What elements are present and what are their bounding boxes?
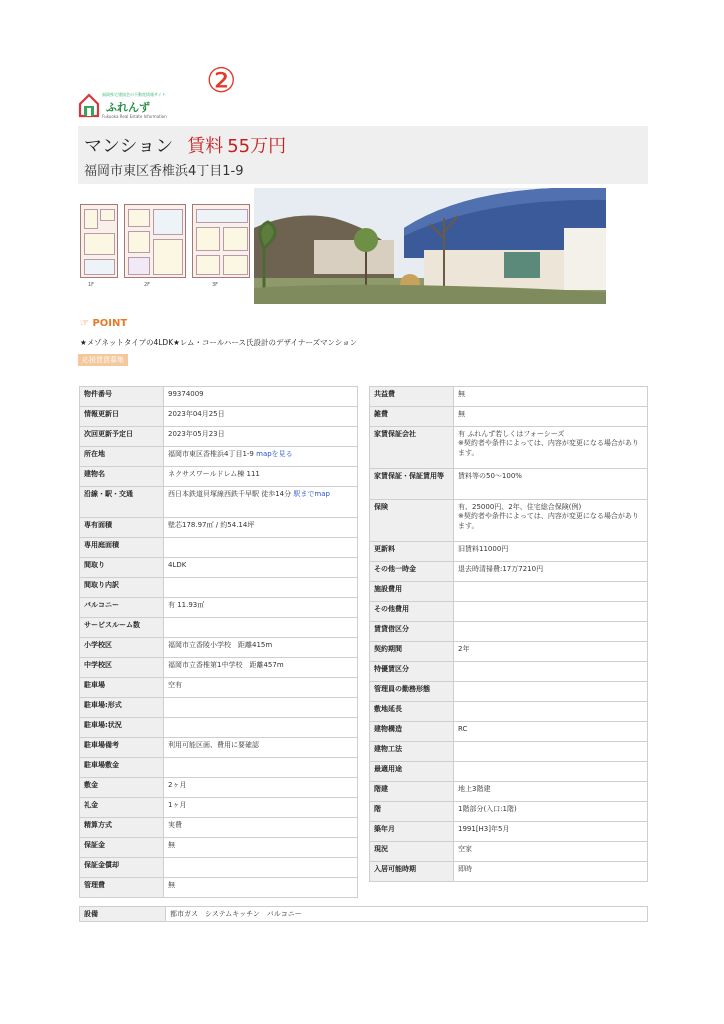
point-heading-text: POINT: [92, 318, 128, 329]
row-label: 駐車場:形式: [80, 698, 164, 718]
row-value: [454, 622, 648, 642]
row-label: 管理員の勤務形態: [370, 682, 454, 702]
row-value-text: 福岡市東区香椎浜4丁目1-9: [168, 450, 254, 458]
listing-header: [78, 126, 648, 184]
row-value-text: 2023年05月23日: [168, 430, 225, 438]
row-value: [164, 718, 358, 738]
row-value-text: 2ヶ月: [168, 781, 187, 789]
row-note: ※契約者や条件によっては、内容が変更になる場合があります。: [458, 512, 639, 530]
row-value: [164, 678, 358, 698]
row-value-text: 有 11.93㎡: [168, 601, 205, 609]
rent-label: 賃料: [187, 136, 224, 157]
table-row: [370, 427, 648, 469]
logo-tagline: Fukuoka Real Estate Information: [102, 114, 167, 119]
row-label: 建物構造: [370, 722, 454, 742]
row-label: 家賃保証・保証賃用等: [370, 469, 454, 500]
row-value: [454, 762, 648, 782]
row-value-text: 空有: [168, 681, 182, 689]
row-value: [164, 578, 358, 598]
table-row: [370, 542, 648, 562]
rent-value: 55万円: [227, 136, 287, 157]
table-row: [80, 598, 358, 618]
table-row: [80, 718, 358, 738]
listing-title: [84, 132, 286, 158]
row-value: [164, 518, 358, 538]
row-label: 中学校区: [80, 658, 164, 678]
table-row: [370, 500, 648, 542]
pointing-hand-icon: ☞: [80, 318, 89, 329]
table-row: [370, 469, 648, 500]
row-value: [454, 682, 648, 702]
row-value: [454, 802, 648, 822]
equipment-label: 設備: [80, 907, 166, 922]
row-value: [164, 467, 358, 487]
row-value-text: 99374009: [168, 390, 204, 398]
table-row: [80, 878, 358, 898]
row-value: [164, 798, 358, 818]
row-value: [454, 642, 648, 662]
house-icon: [78, 92, 100, 118]
listing-address: 福岡市東区香椎浜4丁目1-9: [84, 164, 244, 179]
row-label: 管理費: [80, 878, 164, 898]
row-label: 共益費: [370, 387, 454, 407]
building-photo-drawing: [254, 188, 606, 304]
table-row: [80, 698, 358, 718]
table-row: [80, 558, 358, 578]
row-value: [164, 558, 358, 578]
row-value-text: 1991[H3]年5月: [458, 825, 510, 833]
row-label: 契約期間: [370, 642, 454, 662]
row-value: [454, 742, 648, 762]
map-link[interactable]: 駅までmap: [293, 490, 330, 498]
row-label: 小学校区: [80, 638, 164, 658]
row-label: 専有面積: [80, 518, 164, 538]
row-label: 階建: [370, 782, 454, 802]
row-value: [454, 782, 648, 802]
table-row: [370, 387, 648, 407]
table-row: [80, 538, 358, 558]
floor-plan-1f: [80, 204, 118, 278]
row-value: [454, 582, 648, 602]
table-row: [80, 658, 358, 678]
row-label: 敷地延長: [370, 702, 454, 722]
row-value-text: 壁芯178.97㎡ / 約54.14坪: [168, 521, 255, 529]
row-label: 現況: [370, 842, 454, 862]
property-type: マンション: [84, 136, 174, 157]
floor-label-3f: 3F: [212, 282, 219, 288]
number-marker: ②: [206, 61, 237, 101]
row-label: 敷金: [80, 778, 164, 798]
row-label: 駐車場敷金: [80, 758, 164, 778]
floor-label-2f: 2F: [144, 282, 151, 288]
table-row: [80, 427, 358, 447]
row-value-text: RC: [458, 725, 468, 733]
row-value-text: 2年: [458, 645, 470, 653]
property-details-table-right: [369, 386, 648, 882]
row-value: [164, 598, 358, 618]
table-row: [80, 778, 358, 798]
row-label: 保証金償却: [80, 858, 164, 878]
row-value: [164, 618, 358, 638]
point-description: ★メゾネットタイプの4LDK★レム・コールハース氏設計のデザイナーズマンション: [80, 338, 358, 347]
row-value: [454, 427, 648, 469]
row-label: 家賃保証会社: [370, 427, 454, 469]
row-label: 賃貸借区分: [370, 622, 454, 642]
row-value: [454, 702, 648, 722]
row-value: [164, 447, 358, 467]
row-label: 精算方式: [80, 818, 164, 838]
row-value: [454, 662, 648, 682]
row-value-text: 有 ふれんず若しくはフォーシーズ: [458, 430, 565, 438]
row-value-text: 4LDK: [168, 561, 187, 569]
table-row: [80, 838, 358, 858]
row-label: 情報更新日: [80, 407, 164, 427]
property-details-table-left: [79, 386, 358, 898]
row-value: [164, 738, 358, 758]
row-label: 雑費: [370, 407, 454, 427]
table-row: [80, 858, 358, 878]
table-row: [370, 662, 648, 682]
row-value: [164, 878, 358, 898]
row-label: 階: [370, 802, 454, 822]
row-value: [454, 842, 648, 862]
row-value: [454, 407, 648, 427]
row-value: [454, 500, 648, 542]
row-label: 物件番号: [80, 387, 164, 407]
row-value: [164, 818, 358, 838]
row-value-text: 西日本鉄道貝塚線西鉄千早駅 徒歩14分: [168, 490, 292, 498]
row-value: [164, 838, 358, 858]
table-row: [80, 407, 358, 427]
floor-plan-image[interactable]: [80, 204, 252, 290]
table-row: [80, 678, 358, 698]
table-row: [370, 742, 648, 762]
floor-plan-3f: [192, 204, 250, 278]
row-value: [454, 822, 648, 842]
row-label: 保険: [370, 500, 454, 542]
table-row: [370, 602, 648, 622]
row-label: 駐車場備考: [80, 738, 164, 758]
row-value-text: 地上3階建: [458, 785, 491, 793]
row-value-text: 福岡市立香椎第1中学校 距離457m: [168, 661, 284, 669]
table-row: [370, 862, 648, 882]
row-label: その他費用: [370, 602, 454, 622]
row-label: 施設費用: [370, 582, 454, 602]
table-row: [370, 782, 648, 802]
point-heading: [80, 318, 127, 329]
row-label: 所在地: [80, 447, 164, 467]
row-value-text: 退去時清掃費:17万7210円: [458, 565, 544, 573]
row-value: [164, 698, 358, 718]
row-label: 更新料: [370, 542, 454, 562]
row-value: [164, 658, 358, 678]
row-label: 最適用途: [370, 762, 454, 782]
row-label: 駐車場:状況: [80, 718, 164, 738]
row-label: 入居可能時期: [370, 862, 454, 882]
row-label: 間取り: [80, 558, 164, 578]
table-row: [370, 407, 648, 427]
row-value: [164, 427, 358, 447]
logo-name: ふれんず: [106, 101, 150, 114]
table-row: [80, 487, 358, 518]
row-value: [454, 722, 648, 742]
table-row: [80, 618, 358, 638]
table-row: [370, 762, 648, 782]
row-label: 専用庭面積: [80, 538, 164, 558]
row-value-text: 空家: [458, 845, 472, 853]
table-row: [370, 822, 648, 842]
table-row: [370, 702, 648, 722]
row-value: [164, 858, 358, 878]
row-value-text: 旧賃料11000円: [458, 545, 509, 553]
table-row: [80, 578, 358, 598]
row-note: ※契約者や条件によっては、内容が変更になる場合があります。: [458, 439, 639, 457]
table-row: [80, 467, 358, 487]
row-label: 特優賃区分: [370, 662, 454, 682]
floor-label-1f: 1F: [88, 282, 95, 288]
table-row: [80, 738, 358, 758]
table-row: [80, 447, 358, 467]
row-value: [454, 387, 648, 407]
row-value-text: 福岡市立香陵小学校 距離415m: [168, 641, 273, 649]
row-value: [454, 862, 648, 882]
row-value-text: ネクサスワールドレム棟 111: [168, 470, 260, 478]
table-row: [80, 758, 358, 778]
equipment-value: 都市ガス システムキッチン バルコニー: [166, 907, 648, 922]
equipment-table: [79, 906, 648, 922]
row-value-text: 有、25000円、2年、住宅総合保険(例): [458, 503, 582, 511]
row-value-text: 無: [458, 390, 465, 398]
table-row: [370, 642, 648, 662]
table-row: [80, 387, 358, 407]
row-value: [164, 387, 358, 407]
table-row: [370, 722, 648, 742]
row-value: [164, 778, 358, 798]
table-row: [80, 638, 358, 658]
row-value-text: 無: [458, 410, 465, 418]
table-row: [80, 798, 358, 818]
row-label: 駐車場: [80, 678, 164, 698]
site-logo[interactable]: [78, 90, 170, 122]
row-label: 建物名: [80, 467, 164, 487]
table-row: [370, 682, 648, 702]
row-value: [164, 758, 358, 778]
row-value: [454, 542, 648, 562]
row-value: [164, 638, 358, 658]
row-label: バルコニー: [80, 598, 164, 618]
floor-plan-2f: [124, 204, 186, 278]
row-label: 築年月: [370, 822, 454, 842]
row-value-text: 実費: [168, 821, 182, 829]
table-row: [80, 818, 358, 838]
row-label: 沿線・駅・交通: [80, 487, 164, 518]
row-label: 間取り内訳: [80, 578, 164, 598]
row-value-text: 利用可能区画、費用に要確認: [168, 741, 259, 749]
table-row: [370, 582, 648, 602]
row-value: [164, 487, 358, 518]
row-value: [164, 538, 358, 558]
row-value: [454, 562, 648, 582]
row-label: サービスルーム数: [80, 618, 164, 638]
row-label: 建物工法: [370, 742, 454, 762]
support-badge: 応援賃貸募集: [78, 354, 128, 366]
table-row: [80, 518, 358, 538]
row-value-text: 無: [168, 881, 175, 889]
building-photo[interactable]: [254, 188, 606, 304]
row-label: その他一時金: [370, 562, 454, 582]
row-value-text: 2023年04月25日: [168, 410, 225, 418]
row-value-text: 1ヶ月: [168, 801, 187, 809]
table-row: [370, 562, 648, 582]
table-row: [370, 802, 648, 822]
table-row: [80, 907, 648, 922]
row-value-text: 即時: [458, 865, 472, 873]
row-value: [454, 602, 648, 622]
row-value: [164, 407, 358, 427]
row-value-text: 賃料等の50～100%: [458, 472, 522, 480]
row-label: 保証金: [80, 838, 164, 858]
logo-subtitle: 福岡県宅建協会の不動産情報サイト: [102, 92, 166, 97]
table-row: [370, 842, 648, 862]
row-label: 礼金: [80, 798, 164, 818]
row-label: 次回更新予定日: [80, 427, 164, 447]
map-link[interactable]: mapを見る: [256, 450, 293, 458]
row-value-text: 無: [168, 841, 175, 849]
table-row: [370, 622, 648, 642]
row-value: [454, 469, 648, 500]
row-value-text: 1階部分(入口:1階): [458, 805, 517, 813]
